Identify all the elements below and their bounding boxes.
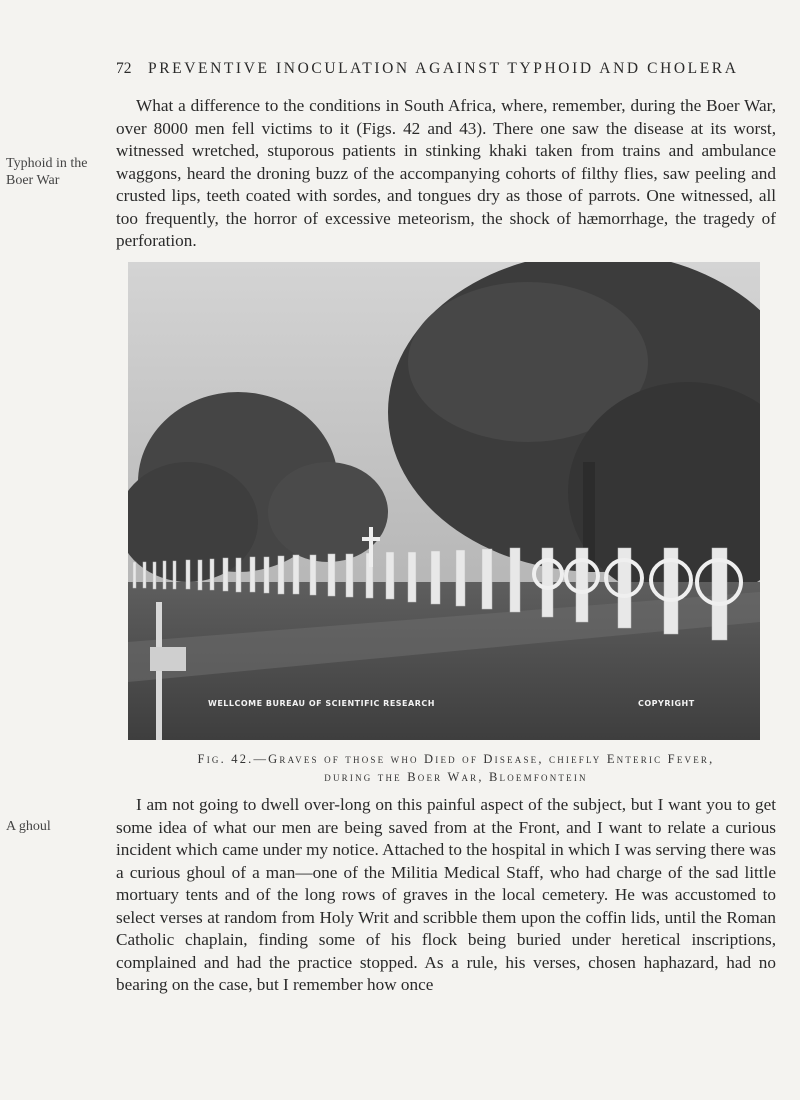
paragraph-1-text: What a difference to the conditions in South Africa, where, remember, during the Boer War, over 8000 men fell victims to it (Figs. 42 and 43). There one saw the disease at its worst, witnessed wretched, stuporous patients in stinking khaki taken from trains and ambulance waggons, heard the droning buzz of the accompanying cohorts of filthy flies, saw peeling and crusted lips, teeth coated with sordes, and tongues dry as those of parrots. One witnessed, all too frequently, the horror of excessive meteorism, the shock of hæmorrhage, the tragedy of perforation. bbox=[116, 96, 776, 250]
paragraph-1 bbox=[116, 95, 776, 253]
watermark-left: WELLCOME BUREAU OF SCIENTIFIC RESEARCH bbox=[208, 699, 435, 708]
watermark-right: COPYRIGHT bbox=[638, 699, 695, 708]
running-header bbox=[116, 60, 756, 78]
page-number: 72 bbox=[116, 60, 132, 77]
paragraph-2-text: I am not going to dwell over-long on this painful aspect of the subject, but I want you to get some idea of what our men are being saved from at the Front, and I want to relate a curious incident which came under my notice. Attached to the hospital in which I was serving there was a curious ghoul of a man—one of the Militia Medical Staff, who had charge of the sad little mortuary tents and of the long rows of graves in the local cemetery. He was accustomed to select verses at random from Holy Writ and scribble them upon the coffin lids, until the Roman Catholic chaplain, finding some of his flock being buried under heretical inscriptions, complained and had the practice stopped. As a rule, his verses, chosen haphazard, had no bearing on the case, but I remember how once bbox=[116, 795, 776, 994]
side-note-ghoul: A ghoul bbox=[6, 819, 51, 834]
photo-illustration bbox=[128, 262, 760, 740]
running-title: PREVENTIVE INOCULATION AGAINST TYPHOID AND CHOLERA bbox=[147, 60, 739, 77]
caption-line-1: Fig. 42.—Graves of those who Died of Disease, chiefly Enteric Fever, bbox=[197, 752, 715, 766]
side-note-typhoid: Typhoid in the Boer War bbox=[6, 156, 88, 188]
figure-caption bbox=[116, 750, 796, 786]
caption-line-2: during the Boer War, Bloemfontein bbox=[324, 770, 588, 784]
cemetery-photograph bbox=[128, 262, 760, 740]
paragraph-2 bbox=[116, 794, 776, 997]
